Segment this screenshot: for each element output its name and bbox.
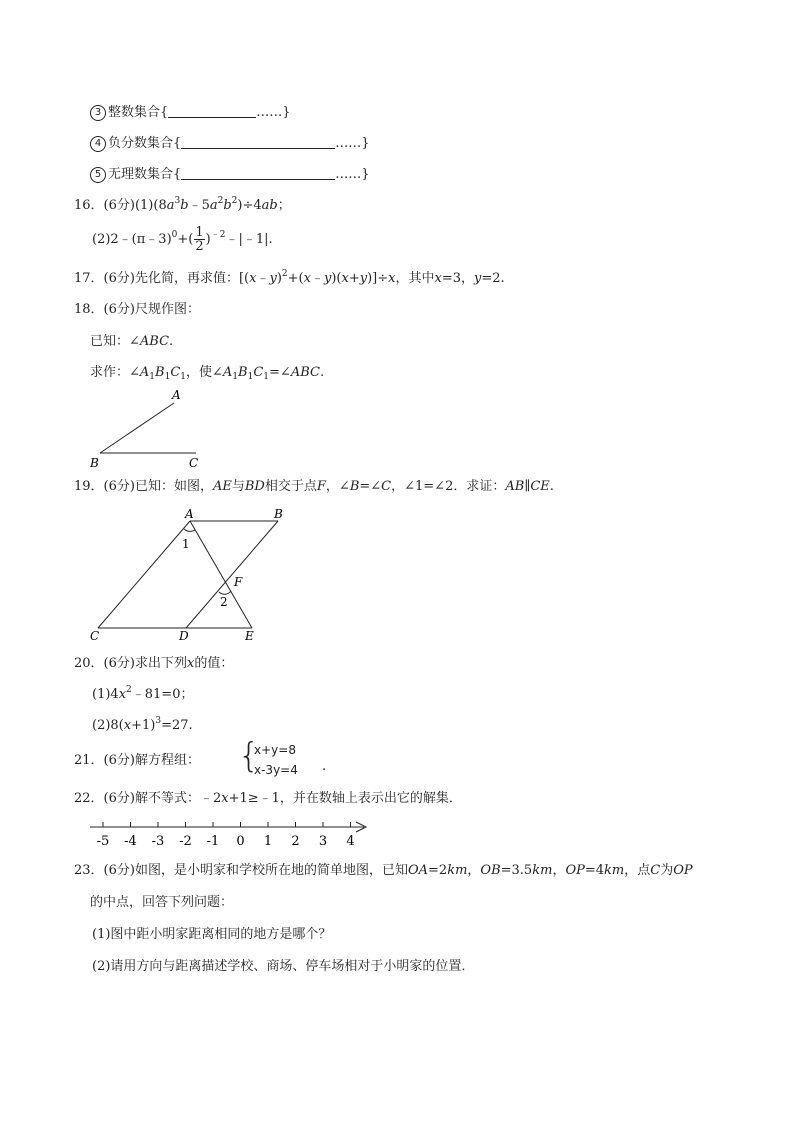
label-a: A: [185, 507, 194, 521]
q20-part1: $(1)4x^2﹣81=0$；: [92, 685, 194, 702]
q21-head: 21．(6分)解方程组：: [74, 753, 200, 768]
q18-head: 18．(6分)尺规作图：: [74, 302, 200, 317]
q21-eq1: x+y=8: [254, 743, 296, 757]
label-angle2: 2: [220, 595, 228, 609]
answer-blank[interactable]: [181, 166, 335, 180]
number-line-label: -1: [206, 834, 220, 849]
q23-line1: 23．(6分)如图，是小明家和学校所在地的简单地图，已知OA=2km，OB=3.5km，OP=4km，点C为OP: [74, 863, 693, 878]
q20-part2: $(2)8(x+1)^3=27$.: [92, 716, 193, 733]
q18-require: 求作：$\angle A_1B_1C_1$，使$\angle A_1B_1C_1=\angle ABC$.: [90, 365, 325, 382]
label-a: A: [172, 388, 181, 402]
q15-item4: 4 负分数集合{ ……}: [90, 135, 370, 153]
fraction: $\frac{1}{2}$: [195, 225, 204, 254]
q15-item3: 3 整数集合{ ……}: [90, 104, 291, 122]
system-brace: {: [238, 736, 260, 776]
angle1-arc: [184, 529, 195, 531]
label-f: F: [234, 575, 243, 589]
q21-eq2: x-3y=4: [254, 763, 298, 777]
circled-number: 5: [90, 167, 106, 183]
q19-figure: [88, 502, 298, 644]
ray-ba: [100, 403, 174, 453]
label-b: B: [90, 456, 99, 470]
set-label: 无理数集合{: [108, 167, 182, 182]
label-e: E: [245, 629, 254, 643]
circled-number: 4: [90, 136, 106, 152]
answer-blank[interactable]: [168, 104, 256, 118]
circled-number: 3: [90, 105, 106, 121]
q23-part1: (1)图中距小明家距离相同的地方是哪个？: [92, 927, 332, 942]
q16-part2: (2)2﹣(π﹣3)$^0$+( $\frac{1}{2}$ )$^{﹣2}$﹣|﹣1|.: [92, 225, 273, 254]
number-line-label: -2: [179, 834, 192, 849]
label-angle1: 1: [182, 537, 190, 551]
q18-given: 已知：∠ABC.: [90, 334, 174, 349]
q17: 17．(6分)先化简，再求值：[(x﹣y)$^2$+(x﹣y)(x+y)]÷x，其中x=3，y=2.: [74, 269, 505, 286]
q16-part1: 16．(6分)$(1)(8a^3b﹣5a^2b^2)\div 4ab$；: [74, 196, 291, 213]
answer-blank[interactable]: [181, 135, 335, 149]
q18-angle-figure: [88, 386, 218, 472]
label-c: C: [90, 629, 100, 643]
set-label: 整数集合{: [108, 105, 169, 120]
number-line-label: 0: [236, 834, 245, 849]
q20-head: 20．(6分)求出下列x的值：: [74, 656, 234, 671]
q22: 22．(6分)解不等式：﹣2x+1≥﹣1，并在数轴上表示出它的解集．: [74, 791, 462, 806]
number-line-label: 2: [291, 834, 300, 849]
label-c: C: [189, 456, 199, 470]
segment-ac: [98, 521, 190, 628]
q19: 19．(6分)已知：如图，AE与BD相交于点F，∠B=∠C，∠1=∠2．求证：AB∥CE.: [74, 479, 554, 494]
number-line-label: 4: [346, 834, 355, 849]
label-d: D: [179, 629, 189, 643]
angle2-arc: [219, 591, 231, 594]
number-line-label: 1: [263, 834, 273, 849]
label-b: B: [274, 507, 283, 521]
number-line-label: -3: [151, 834, 165, 849]
q15-item5: 5 无理数集合{ ……}: [90, 166, 370, 184]
set-label: 负分数集合{: [108, 136, 182, 151]
q23-line2: 的中点，回答下列问题：: [90, 895, 234, 910]
number-line-label: 3: [318, 834, 328, 849]
q23-part2: (2)请用方向与距离描述学校、商场、停车场相对于小明家的位置．: [92, 959, 475, 974]
number-line-label: -4: [124, 834, 137, 849]
number-line: [84, 816, 384, 852]
number-line-label: -5: [96, 834, 110, 849]
